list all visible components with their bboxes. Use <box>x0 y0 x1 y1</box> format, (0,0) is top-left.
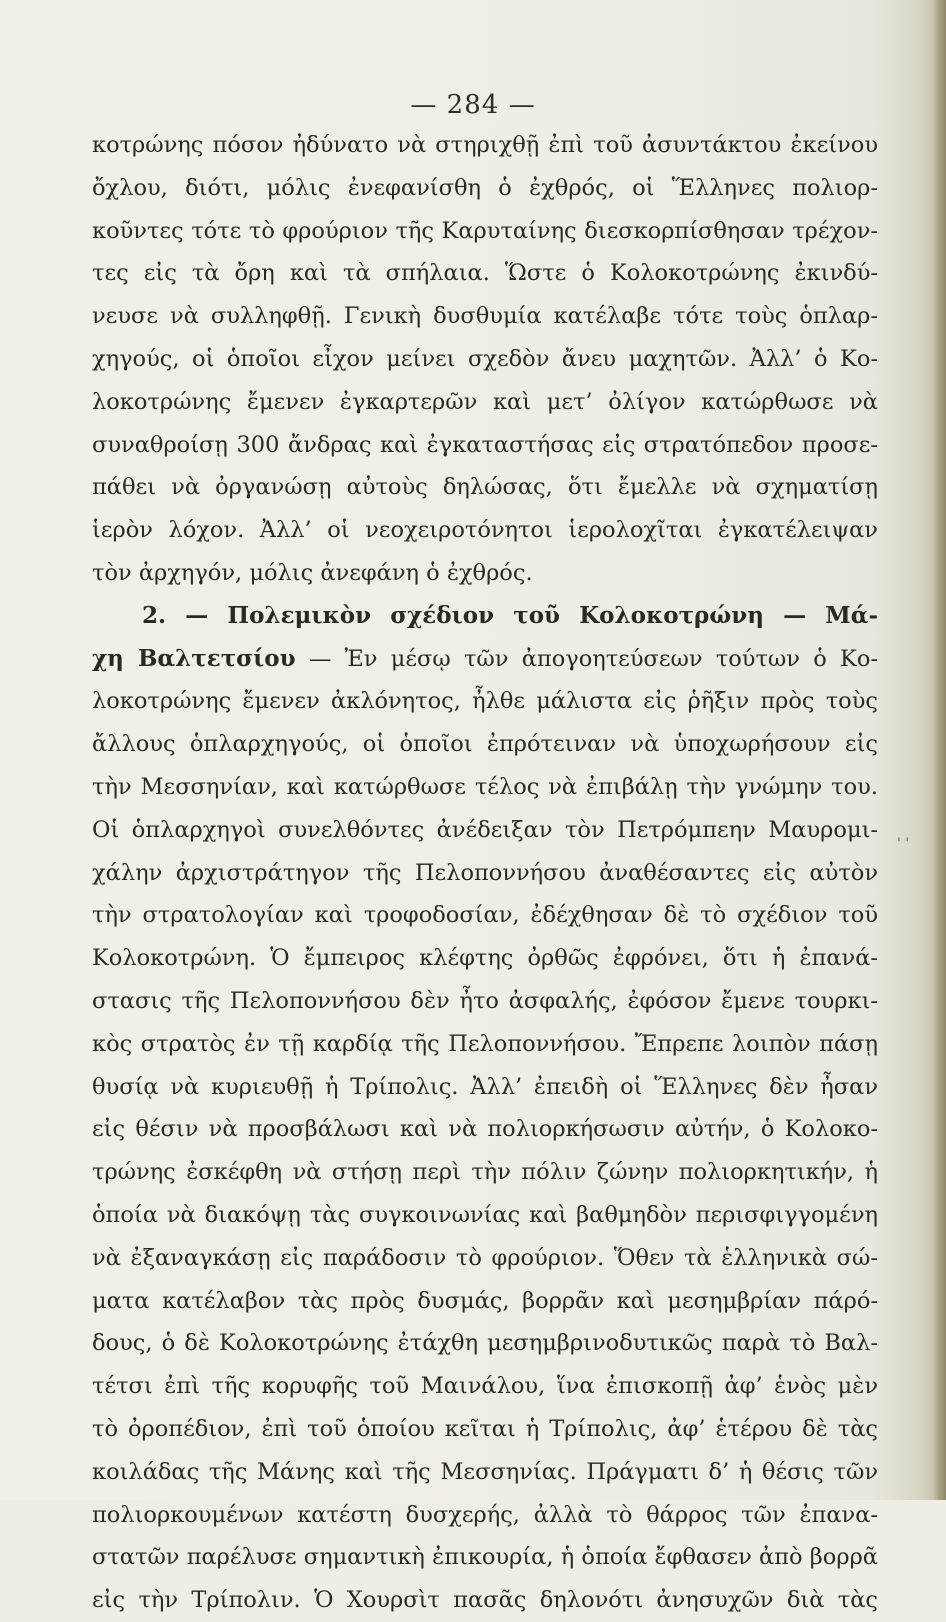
section-text-start: — Ἐν μέσῳ τῶν ἀπογοητεύσεων τούτων ὁ Κο- <box>295 645 878 672</box>
text-line: κοτρώνης πόσον ἠδύνατο νὰ στηριχθῇ ἐπὶ τοῦ ἀσυντάκτου ἐκείνου <box>92 132 878 158</box>
section-title: Πολεμικὸν σχέδιον τοῦ Κολοκοτρώνη — Μά- <box>227 601 878 629</box>
text-line: πολιορκουμένων κατέστη δυσχερής, ἀλλὰ τὸ θάρρος τῶν ἐπανα- <box>92 1501 878 1528</box>
section-number: 2. <box>142 601 167 629</box>
section-heading-line <box>92 638 878 681</box>
text-line: τὴν Μεσσηνίαν, καὶ κατώρθωσε τέλος νὰ ἐπιβάλῃ τὴν γνώμην του. <box>92 773 878 800</box>
text-line: εἰς τὴν Τρίπολιν. Ὁ Χουρσὶτ πασᾶς δηλονότι ἀνησυχῶν διὰ τὰς <box>92 1587 878 1614</box>
text-line: χηγούς, οἱ ὁποῖοι εἶχον μείνει σχεδὸν ἄνευ μαχητῶν. Ἀλλ’ ὁ Κο- <box>92 345 878 372</box>
text-line: ὄχλου, διότι, μόλις ἐνεφανίσθη ὁ ἐχθρός, οἱ Ἕλληνες πολιορ- <box>92 174 878 201</box>
section-dash: — <box>166 601 228 629</box>
text-line: στασις τῆς Πελοποννήσου δὲν ἦτο ἀσφαλής, ἐφόσον ἔμενε τουρκι- <box>92 987 878 1014</box>
text-line: δους, ὁ δὲ Κολοκοτρώνης ἐτάχθη μεσημβρινοδυτικῶς παρὰ τὸ Βαλ- <box>92 1330 878 1357</box>
text-line: εἰς θέσιν νὰ προσβάλωσι καὶ νὰ πολιορκήσωσιν αὐτήν, ὁ Κολοκο- <box>92 1116 878 1143</box>
text-line: θυσίᾳ νὰ κυριευθῇ ἡ Τρίπολις. Ἀλλ’ ἐπειδὴ οἱ Ἕλληνες δὲν ἦσαν <box>92 1073 878 1100</box>
text-line: τρώνης ἐσκέφθη νὰ στήσῃ περὶ τὴν πόλιν ζώνην πολιορκητικήν, ἡ <box>92 1159 878 1186</box>
text-line: πάθει νὰ ὀργανώσῃ αὐτοὺς δηλώσας, ὅτι ἔμελλε νὰ σχηματίσῃ <box>92 474 878 501</box>
text-line: ἄλλους ὁπλαρχηγούς, οἱ ὁποῖοι ἐπρότειναν νὰ ὑποχωρήσουν εἰς <box>92 731 878 758</box>
text-line: λοκοτρώνης ἔμενεν ἐγκαρτερῶν καὶ μετ’ ὀλίγον κατώρθωσε νὰ <box>92 388 878 415</box>
text-line: κὸς στρατὸς ἐν τῇ καρδίᾳ τῆς Πελοποννήσου. Ἔπρεπε λοιπὸν πάσῃ <box>92 1030 878 1057</box>
text-line: τὴν στρατολογίαν καὶ τροφοδοσίαν, ἐδέχθησαν δὲ τὸ σχέδιον τοῦ <box>92 902 878 929</box>
text-line: κοῦντες τότε τὸ φρούριον τῆς Καρυταίνης διεσκορπίσθησαν τρέχον- <box>92 217 878 244</box>
text-line: ἱερὸν λόχον. Ἀλλ’ οἱ νεοχειροτόνητοι ἱερολοχῖται ἐγκατέλειψαν <box>92 517 878 544</box>
text-line: συναθροίσῃ 300 ἄνδρας καὶ ἐγκαταστήσας εἰς στρατόπεδον προσε- <box>92 431 878 458</box>
page-number: — 284 — <box>410 90 536 120</box>
section-heading-line <box>92 595 878 638</box>
text-line: τέτσι ἐπὶ τῆς κορυφῆς τοῦ Μαινάλου, ἵνα ἐπισκοπῇ ἀφ’ ἑνὸς μὲν <box>92 1373 878 1400</box>
section-title-continued: χη Βαλτετσίου <box>92 644 296 672</box>
text-line: λοκοτρώνης ἔμενεν ἀκλόνητος, ἦλθε μάλιστα εἰς ῥῆξιν πρὸς τοὺς <box>92 688 878 715</box>
text-line: τὸν ἀρχηγόν, μόλις ἀνεφάνη ὁ ἐχθρός. <box>92 559 533 586</box>
text-line: νευσε νὰ συλληφθῇ. Γενικὴ δυσθυμία κατέλαβε τότε τοὺς ὁπλαρ- <box>92 303 878 330</box>
text-line: νὰ ἐξαναγκάσῃ εἰς παράδοσιν τὸ φρούριον. Ὅθεν τὰ ἑλληνικὰ σώ- <box>92 1244 878 1271</box>
page-edge <box>932 0 946 1500</box>
text-line: Κολοκοτρώνη. Ὁ ἔμπειρος κλέφτης ὀρθῶς ἐφρόνει, ὅτι ἡ ἐπανά- <box>92 945 878 972</box>
text-line: στατῶν παρέλυσε σημαντικὴ ἐπικουρία, ἡ ὁποία ἔφθασεν ἀπὸ βορρᾶ <box>92 1544 878 1571</box>
text-line: Οἱ ὁπλαρχηγοὶ συνελθόντες ἀνέδειξαν τὸν Πετρόμπεην Μαυρομι- <box>92 816 878 843</box>
text-line: ὁποία νὰ διακόψῃ τὰς συγκοινωνίας καὶ βαθμηδὸν περισφιγγομένη <box>92 1201 878 1228</box>
body-text <box>92 124 878 1622</box>
margin-mark: ' ' <box>897 836 910 852</box>
text-line: ματα κατέλαβον τὰς πρὸς δυσμάς, βορρᾶν καὶ μεσημβρίαν πάρό- <box>92 1287 878 1314</box>
text-line: τὸ ὀροπέδιον, ἐπὶ τοῦ ὁποίου κεῖται ἡ Τρίπολις, ἀφ’ ἑτέρου δὲ τὰς <box>92 1415 878 1442</box>
text-line: κοιλάδας τῆς Μάνης καὶ τῆς Μεσσηνίας. Πράγματι δ’ ἡ θέσις τῶν <box>92 1458 878 1485</box>
text-line: τες εἰς τὰ ὄρη καὶ τὰ σπήλαια. Ὥστε ὁ Κολοκοτρώνης ἐκινδύ- <box>92 260 878 287</box>
text-line: χάλην ἀρχιστράτηγον τῆς Πελοποννήσου ἀναθέσαντες εἰς αὐτὸν <box>92 859 878 886</box>
